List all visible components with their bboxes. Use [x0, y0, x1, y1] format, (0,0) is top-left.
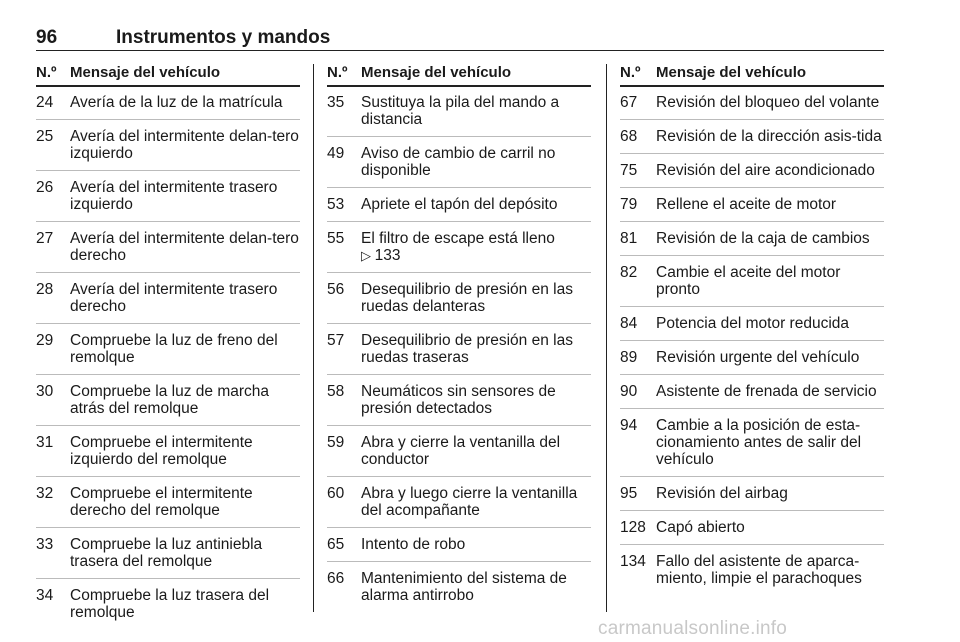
- message-text-content: Revisión de la dirección asis-tida: [656, 128, 882, 145]
- message-number: 34: [36, 587, 54, 604]
- message-number: 59: [327, 434, 345, 451]
- message-text: [656, 196, 884, 213]
- message-number: 84: [620, 315, 638, 332]
- message-text-content: Compruebe la luz de freno del remolque: [70, 332, 278, 366]
- message-text: [656, 264, 884, 298]
- message-number: 55: [327, 230, 345, 247]
- message-text-content: Intento de robo: [361, 536, 466, 553]
- message-number: 49: [327, 145, 345, 162]
- message-number: 79: [620, 196, 638, 213]
- message-text: [656, 128, 884, 145]
- message-text: [361, 145, 591, 179]
- table-row: [36, 536, 300, 579]
- page-title: Instrumentos y mandos: [116, 27, 331, 48]
- message-text-content: Potencia del motor reducida: [656, 315, 850, 332]
- message-number: 65: [327, 536, 345, 553]
- message-number: 25: [36, 128, 54, 145]
- message-text: [70, 230, 300, 264]
- message-text-content: Avería del intermitente delan-tero derecho: [70, 230, 299, 264]
- message-text: [361, 230, 591, 264]
- message-number: 28: [36, 281, 54, 298]
- message-number: 66: [327, 570, 345, 587]
- message-text-content: Aviso de cambio de carril no disponible: [361, 145, 556, 179]
- table-row: [327, 145, 591, 188]
- message-number: 128: [620, 519, 646, 536]
- message-text: [656, 383, 884, 400]
- header-message: Mensaje del vehículo: [361, 64, 512, 81]
- table-row: [620, 349, 884, 375]
- watermark: carmanualsonline.info: [598, 618, 788, 639]
- message-number: 67: [620, 94, 638, 111]
- message-number: 33: [36, 536, 54, 553]
- table-row: [620, 315, 884, 341]
- message-text-content: Compruebe la luz trasera del remolque: [70, 587, 270, 621]
- message-text-content: Neumáticos sin sensores de presión detectados: [361, 383, 556, 417]
- table-row: [327, 570, 591, 612]
- message-text-content: Fallo del asistente de aparca-miento, limpie el parachoques: [656, 553, 862, 587]
- table-row: [327, 230, 591, 273]
- message-number: 30: [36, 383, 54, 400]
- message-number: 89: [620, 349, 638, 366]
- message-text: [656, 349, 884, 366]
- table-row: [327, 383, 591, 426]
- message-text-content: Cambie a la posición de esta-cionamiento antes de salir del vehículo: [656, 417, 862, 468]
- message-text-content: Revisión del aire acondicionado: [656, 162, 875, 179]
- message-text-content: Sustituya la pila del mando a distancia: [361, 94, 560, 128]
- table-row: [36, 587, 300, 629]
- message-number: 134: [620, 553, 646, 570]
- message-text: [70, 434, 300, 468]
- table-row: [327, 196, 591, 222]
- table-row: [620, 553, 884, 595]
- message-text-content: Cambie el aceite del motor pronto: [656, 264, 841, 298]
- header-message: Mensaje del vehículo: [656, 64, 807, 81]
- table-row: [36, 332, 300, 375]
- message-number: 27: [36, 230, 54, 247]
- table-row: [36, 94, 300, 120]
- table-row: [327, 94, 591, 137]
- message-number: 58: [327, 383, 345, 400]
- message-text-content: Asistente de frenada de servicio: [656, 383, 877, 400]
- table-row: [36, 383, 300, 426]
- table-header: [620, 64, 884, 87]
- message-text-content: Revisión del bloqueo del volante: [656, 94, 880, 111]
- header-number: N.º: [620, 64, 641, 81]
- page-header: [36, 24, 884, 51]
- header-message: Mensaje del vehículo: [70, 64, 221, 81]
- message-text-content: Revisión urgente del vehículo: [656, 349, 860, 366]
- message-text-content: Apriete el tapón del depósito: [361, 196, 558, 213]
- message-number: 68: [620, 128, 638, 145]
- message-text-content: Compruebe la luz antiniebla trasera del remolque: [70, 536, 263, 570]
- table-row: [327, 434, 591, 477]
- message-text-content: Compruebe el intermitente izquierdo del remolque: [70, 434, 253, 468]
- message-text-content: Rellene el aceite de motor: [656, 196, 837, 213]
- table-column-1: [36, 64, 300, 637]
- table-row: [620, 196, 884, 222]
- message-number: 82: [620, 264, 638, 281]
- message-number: 26: [36, 179, 54, 196]
- message-text: [656, 485, 884, 502]
- message-text: [361, 434, 591, 468]
- table-row: [620, 230, 884, 256]
- message-text-content: Abra y cierre la ventanilla del conductor: [361, 434, 561, 468]
- table-column-3: [620, 64, 884, 603]
- table-header: [36, 64, 300, 87]
- message-text-content: El filtro de escape está lleno: [361, 230, 555, 247]
- message-text-content: Avería del intermitente trasero izquierdo: [70, 179, 278, 213]
- message-text: [361, 332, 591, 366]
- message-text: [70, 128, 300, 162]
- message-number: 57: [327, 332, 345, 349]
- table-row: [620, 162, 884, 188]
- header-number: N.º: [327, 64, 348, 81]
- message-number: 29: [36, 332, 54, 349]
- message-text: [656, 230, 884, 247]
- message-text-content: Desequilibrio de presión en las ruedas traseras: [361, 332, 573, 366]
- message-number: 94: [620, 417, 638, 434]
- message-number: 35: [327, 94, 345, 111]
- message-text-content: Avería del intermitente trasero derecho: [70, 281, 278, 315]
- message-number: 75: [620, 162, 638, 179]
- message-number: 81: [620, 230, 638, 247]
- message-text: [70, 94, 300, 111]
- message-text: [656, 553, 884, 587]
- message-text: [70, 332, 300, 366]
- table-row: [620, 519, 884, 545]
- message-text: [361, 281, 591, 315]
- message-text: [361, 570, 591, 604]
- page-number: 96: [36, 27, 58, 48]
- message-text: [361, 94, 591, 128]
- message-text-content: Revisión de la caja de cambios: [656, 230, 870, 247]
- message-number: 56: [327, 281, 345, 298]
- message-number: 53: [327, 196, 345, 213]
- message-text: [70, 383, 300, 417]
- page-reference-arrow-icon: ▷: [361, 248, 375, 263]
- table-row: [327, 536, 591, 562]
- table-header: [327, 64, 591, 87]
- table-row: [620, 485, 884, 511]
- message-text-content: Avería de la luz de la matrícula: [70, 94, 283, 111]
- message-text: [361, 383, 591, 417]
- message-text: [656, 315, 884, 332]
- table-row: [327, 485, 591, 528]
- message-text: [70, 281, 300, 315]
- message-text: [361, 536, 591, 553]
- message-text: [361, 485, 591, 519]
- table-row: [36, 281, 300, 324]
- message-text-content: Capó abierto: [656, 519, 745, 536]
- table-row: [620, 383, 884, 409]
- message-number: 60: [327, 485, 345, 502]
- column-divider: [606, 64, 607, 612]
- message-text: [656, 162, 884, 179]
- message-number: 24: [36, 94, 54, 111]
- message-number: 31: [36, 434, 54, 451]
- message-text: [361, 196, 591, 213]
- message-text-content: Abra y luego cierre la ventanilla del acompañante: [361, 485, 578, 519]
- message-number: 32: [36, 485, 54, 502]
- message-number: 90: [620, 383, 638, 400]
- table-row: [620, 264, 884, 307]
- table-column-2: [327, 64, 591, 620]
- message-text: [656, 519, 884, 536]
- message-text: [656, 94, 884, 111]
- message-text: [70, 179, 300, 213]
- table-row: [36, 128, 300, 171]
- column-divider: [313, 64, 314, 612]
- header-number: N.º: [36, 64, 57, 81]
- table-row: [36, 179, 300, 222]
- message-text-content: Mantenimiento del sistema de alarma antirrobo: [361, 570, 567, 604]
- message-text-content: Avería del intermitente delan-tero izquierdo: [70, 128, 299, 162]
- message-text: [70, 485, 300, 519]
- message-number: 95: [620, 485, 638, 502]
- message-text: [70, 536, 300, 570]
- table-row: [620, 94, 884, 120]
- message-text: [70, 587, 300, 621]
- message-text-content: Revisión del airbag: [656, 485, 788, 502]
- table-row: [36, 230, 300, 273]
- message-text-content: Compruebe el intermitente derecho del remolque: [70, 485, 253, 519]
- table-row: [327, 332, 591, 375]
- message-text-content: Desequilibrio de presión en las ruedas delanteras: [361, 281, 573, 315]
- message-text: [656, 417, 884, 468]
- table-row: [36, 434, 300, 477]
- table-row: [327, 281, 591, 324]
- message-text-content: Compruebe la luz de marcha atrás del remolque: [70, 383, 270, 417]
- table-row: [620, 417, 884, 477]
- page-reference[interactable]: 133: [374, 247, 401, 264]
- table-row: [620, 128, 884, 154]
- table-row: [36, 485, 300, 528]
